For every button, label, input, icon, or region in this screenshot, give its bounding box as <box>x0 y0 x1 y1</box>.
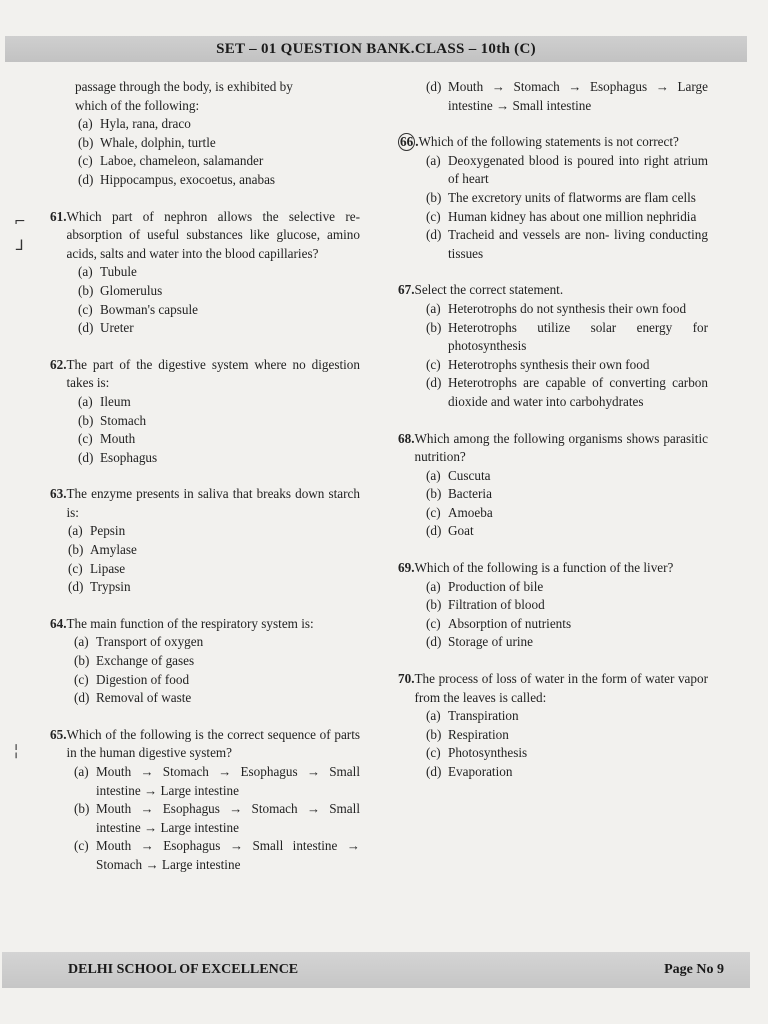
option <box>78 319 360 338</box>
header-title: SET – 01 QUESTION BANK.CLASS – 10th (C) <box>216 40 536 57</box>
option-text: Deoxygenated blood is poured into right atrium of heart <box>448 152 708 187</box>
question-63 <box>50 485 360 597</box>
options-list <box>50 115 360 189</box>
option <box>74 763 360 800</box>
option-text: Mouth <box>100 431 136 447</box>
option-text: Absorption of nutrients <box>448 615 572 631</box>
option-label: (c) <box>426 745 441 761</box>
question-text: The enzyme presents in saliva that breaks down starch is: <box>66 486 360 520</box>
option-label: (c) <box>78 431 93 447</box>
option <box>426 319 708 356</box>
option-label: (c) <box>426 615 441 631</box>
option-text: Tubule <box>100 264 137 280</box>
option <box>426 578 708 597</box>
question-number: 70. <box>398 671 415 687</box>
option <box>74 800 360 837</box>
option-label: (a) <box>426 467 441 483</box>
option <box>78 412 360 431</box>
option-text: Trypsin <box>90 579 131 595</box>
option-label: (b) <box>74 653 90 669</box>
option-text: Transpiration <box>448 708 519 724</box>
option-text: Heterotrophs do not synthesis their own food <box>448 300 687 316</box>
option-text: Digestion of food <box>96 671 190 687</box>
option-label: (d) <box>426 764 442 779</box>
option <box>74 689 360 708</box>
option-text: Esophagus <box>100 449 158 465</box>
option-text: Bowman's capsule <box>100 301 198 317</box>
question-66 <box>398 133 708 263</box>
options-list <box>50 522 360 596</box>
option-label: (a) <box>78 393 93 409</box>
question-60-continued <box>50 78 360 190</box>
option <box>426 504 708 523</box>
option-text: Heterotrophs synthesis their own food <box>448 356 650 372</box>
option-text: Mouth → Stomach → Esophagus → Large intestine → Small intestine <box>448 79 708 113</box>
option-label: (c) <box>78 301 93 317</box>
option <box>78 449 360 468</box>
option-text: Stomach <box>100 412 147 428</box>
option-text: Ileum <box>100 393 131 409</box>
option-text: Amylase <box>90 542 137 558</box>
option-label: (a) <box>426 152 441 168</box>
option-label: (b) <box>426 189 442 205</box>
option-label: (a) <box>426 578 441 594</box>
option-label: (a) <box>74 764 89 779</box>
option-text: Evaporation <box>448 764 513 779</box>
option-label: (c) <box>74 671 89 687</box>
option-label: (d) <box>426 227 442 243</box>
option-text: Hippocampus, exocoetus, anabas <box>100 171 276 187</box>
question-text: which of the following: <box>75 97 200 113</box>
option <box>78 430 360 449</box>
option-text: Cuscuta <box>448 467 491 483</box>
option <box>74 633 360 652</box>
option-text: Amoeba <box>448 504 493 520</box>
option-text: Laboe, chameleon, salamander <box>100 153 264 169</box>
option-label: (d) <box>74 690 90 706</box>
option-text: Mouth → Stomach → Esophagus → Small intestine → Large intestine <box>96 764 360 798</box>
question-62 <box>50 356 360 468</box>
options-list <box>398 707 708 781</box>
page-number: Page No 9 <box>664 962 724 977</box>
question-69 <box>398 559 708 652</box>
option-label: (b) <box>426 486 442 502</box>
option <box>426 467 708 486</box>
options-list <box>398 300 708 412</box>
option-text: Hyla, rana, draco <box>100 116 191 132</box>
option <box>68 578 360 597</box>
question-text: passage through the body, is exhibited by <box>75 79 293 94</box>
option <box>426 763 708 782</box>
pen-mark: ᒧ <box>15 238 24 254</box>
option-text: Tracheid and vessels are non- living conducting tissues <box>448 227 708 261</box>
option-label: (d) <box>78 449 94 465</box>
option-text: Ureter <box>100 320 134 336</box>
option <box>78 263 360 282</box>
option-label: (a) <box>78 116 93 132</box>
option-label: (d) <box>78 320 94 336</box>
option <box>426 78 708 115</box>
option-text: Lipase <box>90 560 126 576</box>
option-label: (b) <box>78 134 94 150</box>
page-footer <box>2 952 750 988</box>
question-number: 61. <box>50 208 67 224</box>
question-number: 63. <box>50 486 67 502</box>
option <box>426 596 708 615</box>
option-label: (b) <box>426 597 442 613</box>
option-text: Filtration of blood <box>448 597 545 613</box>
question-text: Which of the following statements is not correct? <box>418 134 679 150</box>
option-label: (b) <box>426 726 442 742</box>
option-text: Glomerulus <box>100 282 163 298</box>
option <box>426 744 708 763</box>
option <box>426 300 708 319</box>
options-list <box>50 763 360 875</box>
option <box>78 282 360 301</box>
question-number: 65. <box>50 726 67 742</box>
option <box>78 115 360 134</box>
option-label: (b) <box>78 412 94 428</box>
option <box>74 671 360 690</box>
option-text: The excretory units of flatworms are flam cells <box>448 189 696 205</box>
option-text: Production of bile <box>448 578 544 594</box>
option-text: Pepsin <box>90 523 126 539</box>
option-text: Goat <box>448 523 474 539</box>
option <box>78 393 360 412</box>
option-text: Whale, dolphin, turtle <box>100 134 216 150</box>
page-header <box>5 36 747 62</box>
option-label: (b) <box>78 282 94 298</box>
option <box>426 522 708 541</box>
option <box>78 152 360 171</box>
option-label: (a) <box>74 634 89 650</box>
option-text: Photosynthesis <box>448 745 528 761</box>
option-label: (b) <box>426 319 442 335</box>
option-label: (b) <box>74 801 90 817</box>
option <box>426 374 708 411</box>
option <box>78 134 360 153</box>
options-list <box>50 633 360 707</box>
option-label: (b) <box>68 542 84 558</box>
question-text: Which among the following organisms shows parasitic nutrition? <box>414 430 708 465</box>
option-text: Mouth → Esophagus → Stomach → Small intestine → Large intestine <box>96 801 360 835</box>
option-text: Heterotrophs are capable of converting carbon dioxide and water into carbohydrates <box>448 375 708 409</box>
option <box>426 707 708 726</box>
option-text: Mouth → Esophagus → Small intestine → Stomach → Large intestine <box>96 838 360 872</box>
question-number: 69. <box>398 560 415 576</box>
options-list <box>398 152 708 264</box>
options-list <box>398 578 708 652</box>
option-text: Transport of oxygen <box>96 634 204 650</box>
question-number: 64. <box>50 615 67 631</box>
pen-mark: ╎ <box>12 744 21 760</box>
option-label: (c) <box>426 356 441 372</box>
option-label: (d) <box>426 523 442 539</box>
option <box>78 171 360 190</box>
option <box>68 560 360 579</box>
question-number: 67. <box>398 282 415 298</box>
option <box>426 189 708 208</box>
option-label: (d) <box>68 579 84 595</box>
option <box>426 726 708 745</box>
question-number <box>398 133 418 152</box>
question-68 <box>398 430 708 542</box>
left-column <box>50 78 360 875</box>
option-label: (a) <box>426 708 441 724</box>
option-text: Storage of urine <box>448 634 533 650</box>
question-text: Select the correct statement. <box>414 282 564 298</box>
question-text: The part of the digestive system where no digestion takes is: <box>66 356 360 391</box>
option-text: Human kidney has about one million nephridia <box>448 208 697 224</box>
question-64 <box>50 615 360 708</box>
question-text: Which of the following is the correct sequence of parts in the human digestive system? <box>66 726 360 761</box>
school-name: DELHI SCHOOL OF EXCELLENCE <box>68 962 299 977</box>
option-label: (c) <box>74 838 89 854</box>
option-label: (a) <box>68 523 83 539</box>
option-text: Exchange of gases <box>96 653 195 669</box>
question-text: The main function of the respiratory system is: <box>66 615 314 631</box>
option-label: (d) <box>426 79 442 94</box>
option-text: Removal of waste <box>96 690 192 706</box>
question-text: The process of loss of water in the form of water vapor from the leaves is called: <box>414 671 708 705</box>
question-70 <box>398 670 708 782</box>
option <box>74 837 360 874</box>
question-61 <box>50 208 360 338</box>
right-column <box>398 78 708 782</box>
options-list <box>50 263 360 337</box>
option <box>426 485 708 504</box>
option <box>78 301 360 320</box>
option <box>68 522 360 541</box>
question-number: 68. <box>398 430 415 446</box>
question-number-dot: . <box>415 134 419 150</box>
option-label: (c) <box>68 560 83 576</box>
option-label: (a) <box>78 264 93 280</box>
options-list <box>50 393 360 467</box>
option-label: (d) <box>426 634 442 650</box>
question-67 <box>398 281 708 411</box>
options-list <box>398 78 708 115</box>
option-label: (d) <box>426 375 442 391</box>
question-text: Which part of nephron allows the selective re-absorption of useful substances like glucose, amino acids, salts and water into the blood capillaries? <box>66 208 360 261</box>
question-65 <box>50 726 360 875</box>
option <box>426 615 708 634</box>
question-number: 62. <box>50 356 67 372</box>
circled-number: 66 <box>400 134 414 150</box>
option-text: Bacteria <box>448 486 492 502</box>
option <box>74 652 360 671</box>
option-label: (d) <box>78 171 94 187</box>
option <box>426 633 708 652</box>
option-label: (c) <box>426 208 441 224</box>
option <box>426 208 708 227</box>
option <box>426 152 708 189</box>
pen-mark: ⌐ <box>14 214 26 230</box>
option-text: Respiration <box>448 726 509 742</box>
options-list <box>398 467 708 541</box>
option-label: (c) <box>78 153 93 169</box>
option <box>68 541 360 560</box>
option <box>426 356 708 375</box>
question-text: Which of the following is a function of the liver? <box>414 560 674 576</box>
option-text: Heterotrophs utilize solar energy for photosynthesis <box>448 319 708 354</box>
option-label: (a) <box>426 300 441 316</box>
option <box>426 226 708 263</box>
option-label: (c) <box>426 504 441 520</box>
